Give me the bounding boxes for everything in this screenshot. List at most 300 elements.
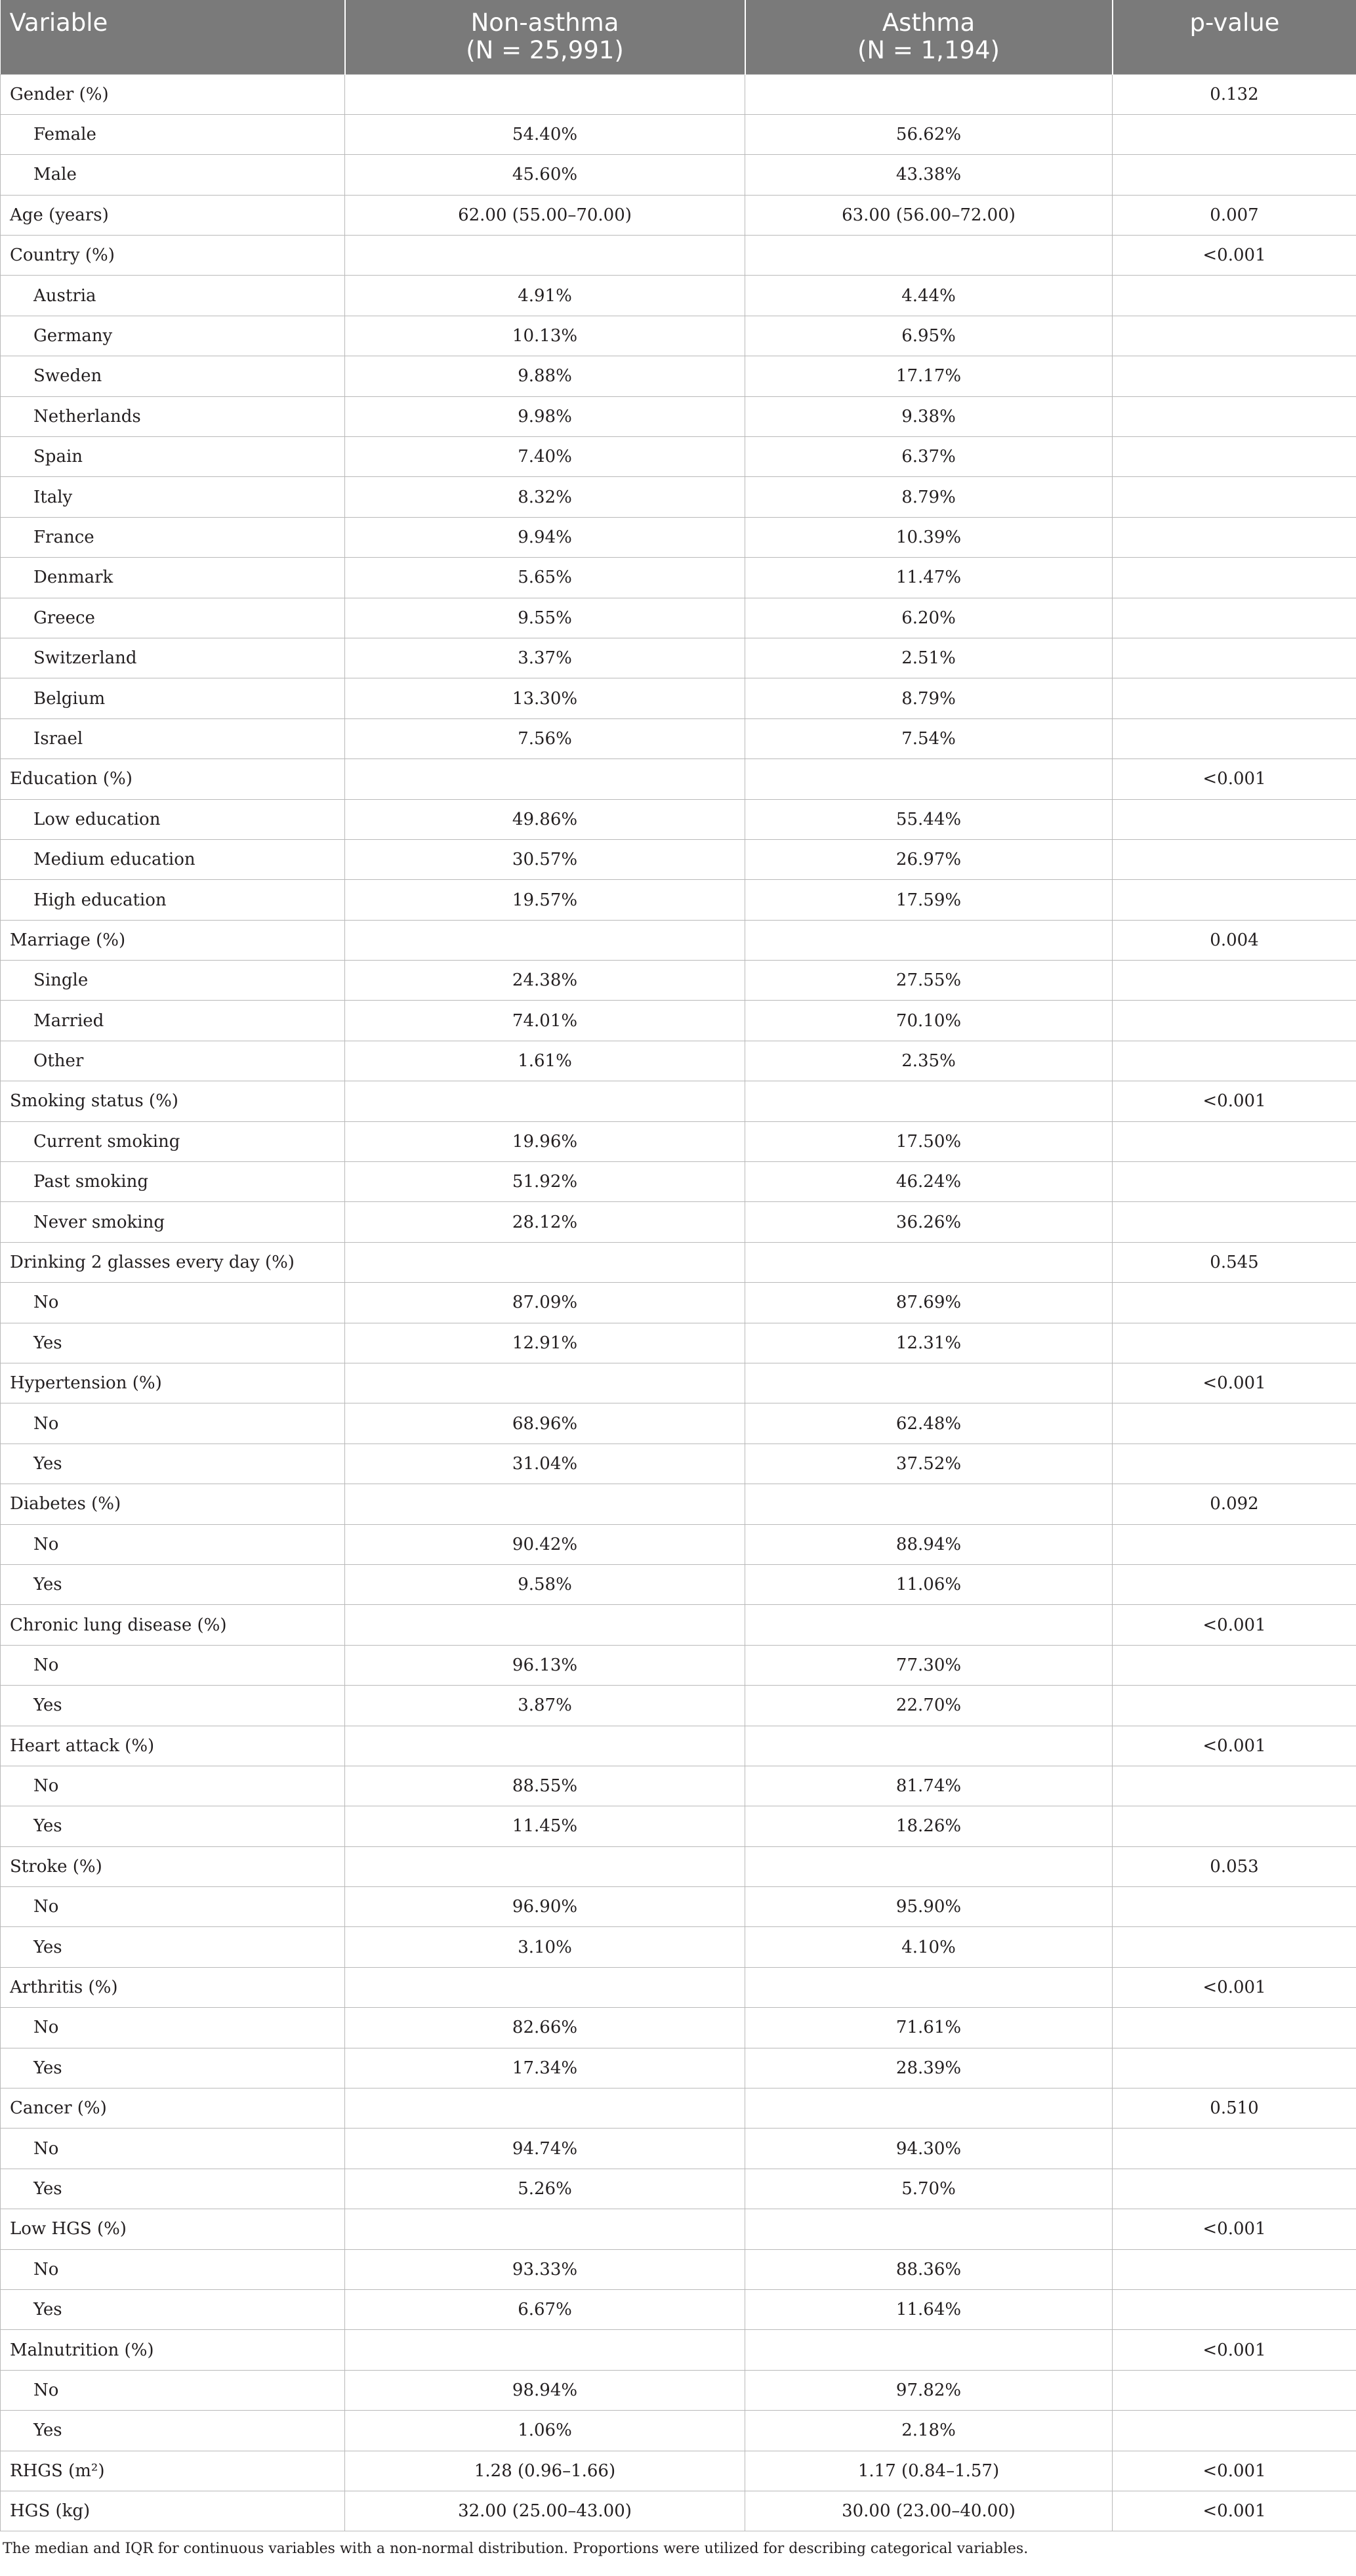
cell-variable: Smoking status (%) xyxy=(1,1081,345,1121)
cell-non-asthma: 1.06% xyxy=(345,2411,745,2451)
table-row xyxy=(1,1726,1356,1766)
cell-asthma xyxy=(745,1242,1113,1282)
cell-p-value xyxy=(1113,356,1356,396)
cell-asthma: 6.95% xyxy=(745,316,1113,356)
cell-asthma xyxy=(745,74,1113,114)
table-row xyxy=(1,2289,1356,2329)
table-row xyxy=(1,718,1356,758)
cell-p-value xyxy=(1113,638,1356,678)
header-asthma-label: Asthma xyxy=(882,9,976,37)
table-row xyxy=(1,2411,1356,2451)
cell-variable: No xyxy=(1,2129,345,2169)
cell-variable: Female xyxy=(1,114,345,154)
cell-variable: No xyxy=(1,1887,345,1927)
cell-p-value xyxy=(1113,2048,1356,2088)
cell-p-value: 0.510 xyxy=(1113,2088,1356,2129)
cell-variable: Age (years) xyxy=(1,195,345,235)
cell-p-value xyxy=(1113,1686,1356,1726)
cell-variable: RHGS (m²) xyxy=(1,2451,345,2491)
table-row xyxy=(1,1202,1356,1242)
cell-non-asthma: 3.10% xyxy=(345,1927,745,1967)
cell-p-value xyxy=(1113,2249,1356,2289)
cell-variable: Drinking 2 glasses every day (%) xyxy=(1,1242,345,1282)
table-row xyxy=(1,598,1356,638)
cell-non-asthma: 9.55% xyxy=(345,598,745,638)
cell-variable: Yes xyxy=(1,2048,345,2088)
cell-non-asthma: 45.60% xyxy=(345,155,745,195)
cell-variable: No xyxy=(1,1645,345,1685)
cell-asthma: 6.20% xyxy=(745,598,1113,638)
cell-p-value xyxy=(1113,1927,1356,1967)
cell-non-asthma: 96.90% xyxy=(345,1887,745,1927)
cell-variable: Gender (%) xyxy=(1,74,345,114)
cell-non-asthma: 9.88% xyxy=(345,356,745,396)
cell-non-asthma: 7.40% xyxy=(345,437,745,477)
cell-non-asthma: 90.42% xyxy=(345,1524,745,1564)
cell-asthma: 55.44% xyxy=(745,799,1113,839)
cell-asthma xyxy=(745,759,1113,799)
cell-asthma xyxy=(745,1605,1113,1645)
cell-asthma: 95.90% xyxy=(745,1887,1113,1927)
cell-asthma xyxy=(745,1726,1113,1766)
cell-p-value xyxy=(1113,517,1356,557)
cell-asthma: 88.94% xyxy=(745,1524,1113,1564)
cell-asthma: 71.61% xyxy=(745,2008,1113,2048)
cell-asthma: 26.97% xyxy=(745,839,1113,879)
cell-non-asthma: 13.30% xyxy=(345,678,745,718)
cell-non-asthma: 30.57% xyxy=(345,839,745,879)
table-row xyxy=(1,1323,1356,1363)
cell-p-value xyxy=(1113,437,1356,477)
cell-non-asthma xyxy=(345,1967,745,2007)
cell-variable: Country (%) xyxy=(1,236,345,276)
cell-p-value xyxy=(1113,316,1356,356)
cell-asthma: 88.36% xyxy=(745,2249,1113,2289)
cell-variable: Diabetes (%) xyxy=(1,1484,345,1524)
cell-variable: Current smoking xyxy=(1,1121,345,1161)
cell-p-value xyxy=(1113,1524,1356,1564)
cell-variable: Denmark xyxy=(1,558,345,598)
cell-variable: Stroke (%) xyxy=(1,1846,345,1886)
cell-variable: High education xyxy=(1,880,345,920)
cell-variable: Sweden xyxy=(1,356,345,396)
cell-variable: Yes xyxy=(1,1323,345,1363)
cell-variable: Heart attack (%) xyxy=(1,1726,345,1766)
cell-non-asthma: 1.28 (0.96–1.66) xyxy=(345,2451,745,2491)
table-row xyxy=(1,1001,1356,1041)
cell-p-value xyxy=(1113,1121,1356,1161)
header-p-value: p-value xyxy=(1113,0,1356,74)
cell-variable: Male xyxy=(1,155,345,195)
cell-variable: Other xyxy=(1,1041,345,1081)
table-row xyxy=(1,2330,1356,2370)
cell-non-asthma: 31.04% xyxy=(345,1444,745,1484)
table-row xyxy=(1,1444,1356,1484)
cell-p-value xyxy=(1113,155,1356,195)
cell-asthma: 63.00 (56.00–72.00) xyxy=(745,195,1113,235)
cell-asthma: 17.59% xyxy=(745,880,1113,920)
cell-asthma: 10.39% xyxy=(745,517,1113,557)
cell-variable: Yes xyxy=(1,1444,345,1484)
header-non-asthma-n: (N = 25,991) xyxy=(466,36,624,64)
cell-variable: Medium education xyxy=(1,839,345,879)
cell-variable: Yes xyxy=(1,1564,345,1604)
cell-asthma: 2.18% xyxy=(745,2411,1113,2451)
cell-asthma: 62.48% xyxy=(745,1403,1113,1444)
cell-non-asthma xyxy=(345,1242,745,1282)
table-row xyxy=(1,799,1356,839)
cell-asthma: 22.70% xyxy=(745,1686,1113,1726)
cell-p-value xyxy=(1113,880,1356,920)
cell-p-value xyxy=(1113,961,1356,1001)
cell-p-value: <0.001 xyxy=(1113,1605,1356,1645)
cell-asthma xyxy=(745,1363,1113,1403)
cell-variable: Switzerland xyxy=(1,638,345,678)
cell-p-value xyxy=(1113,1001,1356,1041)
cell-asthma: 37.52% xyxy=(745,1444,1113,1484)
cell-non-asthma: 11.45% xyxy=(345,1806,745,1846)
cell-asthma: 46.24% xyxy=(745,1162,1113,1202)
cell-variable: France xyxy=(1,517,345,557)
cell-asthma: 12.31% xyxy=(745,1323,1113,1363)
table-row xyxy=(1,396,1356,436)
cell-p-value xyxy=(1113,558,1356,598)
cell-non-asthma xyxy=(345,2209,745,2249)
table-row xyxy=(1,2169,1356,2209)
table-row xyxy=(1,316,1356,356)
cell-p-value xyxy=(1113,678,1356,718)
cell-p-value: <0.001 xyxy=(1113,2209,1356,2249)
cell-variable: No xyxy=(1,2008,345,2048)
table-row xyxy=(1,2088,1356,2129)
cell-asthma: 87.69% xyxy=(745,1283,1113,1323)
cell-asthma: 2.51% xyxy=(745,638,1113,678)
cell-variable: Never smoking xyxy=(1,1202,345,1242)
cell-variable: Yes xyxy=(1,1686,345,1726)
table-row xyxy=(1,759,1356,799)
table-row xyxy=(1,114,1356,154)
cell-asthma: 18.26% xyxy=(745,1806,1113,1846)
cell-non-asthma xyxy=(345,1605,745,1645)
cell-p-value: 0.053 xyxy=(1113,1846,1356,1886)
cell-non-asthma: 49.86% xyxy=(345,799,745,839)
table-row xyxy=(1,1927,1356,1967)
table-row xyxy=(1,1484,1356,1524)
cell-variable: Education (%) xyxy=(1,759,345,799)
cell-variable: No xyxy=(1,2249,345,2289)
cell-variable: Belgium xyxy=(1,678,345,718)
cell-p-value xyxy=(1113,276,1356,316)
cell-asthma xyxy=(745,1081,1113,1121)
table-row xyxy=(1,638,1356,678)
cell-asthma xyxy=(745,920,1113,960)
cell-p-value xyxy=(1113,396,1356,436)
cell-variable: Malnutrition (%) xyxy=(1,2330,345,2370)
cell-asthma: 94.30% xyxy=(745,2129,1113,2169)
cell-p-value: <0.001 xyxy=(1113,759,1356,799)
cell-variable: No xyxy=(1,1403,345,1444)
cell-non-asthma: 93.33% xyxy=(345,2249,745,2289)
cell-asthma: 17.50% xyxy=(745,1121,1113,1161)
cell-variable: Arthritis (%) xyxy=(1,1967,345,2007)
cell-non-asthma: 9.58% xyxy=(345,1564,745,1604)
cell-asthma xyxy=(745,2209,1113,2249)
header-asthma xyxy=(745,0,1113,74)
cell-non-asthma: 68.96% xyxy=(345,1403,745,1444)
table-row xyxy=(1,1524,1356,1564)
table-row xyxy=(1,558,1356,598)
cell-asthma: 11.47% xyxy=(745,558,1113,598)
cell-p-value: 0.545 xyxy=(1113,1242,1356,1282)
cell-p-value xyxy=(1113,2289,1356,2329)
cell-asthma: 56.62% xyxy=(745,114,1113,154)
cell-variable: Austria xyxy=(1,276,345,316)
table-row xyxy=(1,1041,1356,1081)
cell-non-asthma: 88.55% xyxy=(345,1766,745,1806)
cell-p-value: <0.001 xyxy=(1113,2330,1356,2370)
cell-non-asthma: 87.09% xyxy=(345,1283,745,1323)
cell-asthma: 1.17 (0.84–1.57) xyxy=(745,2451,1113,2491)
cell-non-asthma: 9.98% xyxy=(345,396,745,436)
table-row xyxy=(1,74,1356,114)
cell-asthma: 30.00 (23.00–40.00) xyxy=(745,2491,1113,2531)
table-row xyxy=(1,1887,1356,1927)
cell-non-asthma: 7.56% xyxy=(345,718,745,758)
table-row xyxy=(1,1242,1356,1282)
cell-asthma: 17.17% xyxy=(745,356,1113,396)
cell-p-value xyxy=(1113,2370,1356,2410)
cell-asthma: 8.79% xyxy=(745,477,1113,517)
cell-asthma: 9.38% xyxy=(745,396,1113,436)
cell-asthma xyxy=(745,1967,1113,2007)
cell-p-value xyxy=(1113,799,1356,839)
cell-non-asthma: 51.92% xyxy=(345,1162,745,1202)
header-asthma-n: (N = 1,194) xyxy=(857,36,1000,64)
cell-p-value: <0.001 xyxy=(1113,1363,1356,1403)
table-row xyxy=(1,678,1356,718)
cell-variable: Germany xyxy=(1,316,345,356)
cell-variable: Low HGS (%) xyxy=(1,2209,345,2249)
cell-p-value: 0.092 xyxy=(1113,1484,1356,1524)
table-row xyxy=(1,2370,1356,2410)
cell-variable: Greece xyxy=(1,598,345,638)
table-row xyxy=(1,195,1356,235)
cell-p-value xyxy=(1113,477,1356,517)
cell-variable: Yes xyxy=(1,2411,345,2451)
cell-variable: Yes xyxy=(1,1927,345,1967)
table-row xyxy=(1,2129,1356,2169)
table-row xyxy=(1,276,1356,316)
cell-non-asthma xyxy=(345,2088,745,2129)
cell-asthma xyxy=(745,2330,1113,2370)
cell-variable: No xyxy=(1,1766,345,1806)
cell-p-value xyxy=(1113,1806,1356,1846)
cell-non-asthma: 6.67% xyxy=(345,2289,745,2329)
cell-p-value xyxy=(1113,2169,1356,2209)
cell-non-asthma: 96.13% xyxy=(345,1645,745,1685)
cell-variable: Spain xyxy=(1,437,345,477)
table-row xyxy=(1,2451,1356,2491)
cell-asthma: 5.70% xyxy=(745,2169,1113,2209)
cell-non-asthma: 28.12% xyxy=(345,1202,745,1242)
cell-asthma: 4.44% xyxy=(745,276,1113,316)
table-row xyxy=(1,1766,1356,1806)
cell-variable: Past smoking xyxy=(1,1162,345,1202)
cell-non-asthma: 32.00 (25.00–43.00) xyxy=(345,2491,745,2531)
table-row xyxy=(1,437,1356,477)
cell-non-asthma: 3.37% xyxy=(345,638,745,678)
table-row xyxy=(1,961,1356,1001)
cell-p-value xyxy=(1113,1887,1356,1927)
table-row xyxy=(1,1605,1356,1645)
cell-asthma: 97.82% xyxy=(745,2370,1113,2410)
cell-p-value: <0.001 xyxy=(1113,1967,1356,2007)
table-row xyxy=(1,1846,1356,1886)
cell-non-asthma xyxy=(345,1484,745,1524)
cell-non-asthma: 62.00 (55.00–70.00) xyxy=(345,195,745,235)
table-header xyxy=(1,0,1356,74)
cell-p-value xyxy=(1113,2008,1356,2048)
cell-non-asthma: 74.01% xyxy=(345,1001,745,1041)
cell-asthma: 36.26% xyxy=(745,1202,1113,1242)
cell-non-asthma: 19.96% xyxy=(345,1121,745,1161)
cell-p-value xyxy=(1113,1162,1356,1202)
table-row xyxy=(1,1403,1356,1444)
table-row xyxy=(1,839,1356,879)
cell-variable: Married xyxy=(1,1001,345,1041)
cell-asthma: 77.30% xyxy=(745,1645,1113,1685)
cell-non-asthma xyxy=(345,236,745,276)
table-row xyxy=(1,517,1356,557)
table-row xyxy=(1,1121,1356,1161)
cell-asthma: 43.38% xyxy=(745,155,1113,195)
table-row xyxy=(1,2249,1356,2289)
cell-non-asthma xyxy=(345,920,745,960)
cell-p-value: <0.001 xyxy=(1113,2451,1356,2491)
table-row xyxy=(1,1645,1356,1685)
table-row xyxy=(1,920,1356,960)
header-non-asthma-label: Non-asthma xyxy=(470,9,619,37)
table-footnote: The median and IQR for continuous variables with a non-normal distribution. Proportions were utilized for describing categorical variables. xyxy=(3,2541,1029,2557)
cell-non-asthma: 1.61% xyxy=(345,1041,745,1081)
table-row xyxy=(1,1806,1356,1846)
cell-variable: Yes xyxy=(1,1806,345,1846)
cell-non-asthma: 5.65% xyxy=(345,558,745,598)
table-row xyxy=(1,880,1356,920)
cell-p-value xyxy=(1113,1323,1356,1363)
cell-non-asthma: 82.66% xyxy=(345,2008,745,2048)
table-row xyxy=(1,1564,1356,1604)
cell-asthma: 2.35% xyxy=(745,1041,1113,1081)
cell-variable: Marriage (%) xyxy=(1,920,345,960)
table-row xyxy=(1,2008,1356,2048)
cell-p-value xyxy=(1113,1403,1356,1444)
cell-non-asthma: 54.40% xyxy=(345,114,745,154)
cell-non-asthma: 17.34% xyxy=(345,2048,745,2088)
table-body xyxy=(1,74,1356,2531)
cell-variable: Cancer (%) xyxy=(1,2088,345,2129)
cell-p-value xyxy=(1113,1766,1356,1806)
cell-p-value xyxy=(1113,1283,1356,1323)
header-variable: Variable xyxy=(1,0,345,74)
cell-non-asthma xyxy=(345,2330,745,2370)
cell-variable: No xyxy=(1,1283,345,1323)
table-row xyxy=(1,1686,1356,1726)
table-row xyxy=(1,356,1356,396)
cell-variable: Israel xyxy=(1,718,345,758)
cell-non-asthma: 98.94% xyxy=(345,2370,745,2410)
cell-non-asthma xyxy=(345,1081,745,1121)
cell-p-value: 0.004 xyxy=(1113,920,1356,960)
cell-asthma: 6.37% xyxy=(745,437,1113,477)
cell-non-asthma: 19.57% xyxy=(345,880,745,920)
table-row xyxy=(1,1363,1356,1403)
cell-non-asthma: 5.26% xyxy=(345,2169,745,2209)
cell-variable: HGS (kg) xyxy=(1,2491,345,2531)
cell-p-value xyxy=(1113,2411,1356,2451)
cell-p-value xyxy=(1113,1645,1356,1685)
cell-non-asthma: 8.32% xyxy=(345,477,745,517)
cell-asthma: 11.64% xyxy=(745,2289,1113,2329)
cell-non-asthma xyxy=(345,759,745,799)
cell-non-asthma: 9.94% xyxy=(345,517,745,557)
cell-asthma xyxy=(745,236,1113,276)
cell-non-asthma: 3.87% xyxy=(345,1686,745,1726)
cell-asthma: 28.39% xyxy=(745,2048,1113,2088)
cell-asthma: 8.79% xyxy=(745,678,1113,718)
cell-non-asthma: 94.74% xyxy=(345,2129,745,2169)
table-row xyxy=(1,1162,1356,1202)
cell-p-value: 0.132 xyxy=(1113,74,1356,114)
cell-p-value xyxy=(1113,1041,1356,1081)
cell-p-value: <0.001 xyxy=(1113,236,1356,276)
cell-p-value xyxy=(1113,598,1356,638)
table-row xyxy=(1,477,1356,517)
cell-variable: No xyxy=(1,1524,345,1564)
cell-p-value: <0.001 xyxy=(1113,2491,1356,2531)
cell-non-asthma: 4.91% xyxy=(345,276,745,316)
cell-p-value xyxy=(1113,718,1356,758)
cell-variable: No xyxy=(1,2370,345,2410)
cell-non-asthma xyxy=(345,1726,745,1766)
cell-non-asthma: 10.13% xyxy=(345,316,745,356)
header-row xyxy=(1,0,1356,74)
table-row xyxy=(1,1283,1356,1323)
cell-asthma: 11.06% xyxy=(745,1564,1113,1604)
table-row xyxy=(1,2048,1356,2088)
cell-variable: Italy xyxy=(1,477,345,517)
table-row xyxy=(1,2491,1356,2531)
cell-p-value: 0.007 xyxy=(1113,195,1356,235)
cell-p-value: <0.001 xyxy=(1113,1726,1356,1766)
cell-p-value xyxy=(1113,1444,1356,1484)
cell-asthma: 70.10% xyxy=(745,1001,1113,1041)
cell-variable: Hypertension (%) xyxy=(1,1363,345,1403)
table-row xyxy=(1,1081,1356,1121)
cell-non-asthma: 12.91% xyxy=(345,1323,745,1363)
table-row xyxy=(1,2209,1356,2249)
cell-asthma xyxy=(745,1484,1113,1524)
cell-variable: Yes xyxy=(1,2289,345,2329)
cell-asthma xyxy=(745,1846,1113,1886)
cell-asthma: 27.55% xyxy=(745,961,1113,1001)
cell-p-value xyxy=(1113,2129,1356,2169)
cell-variable: Single xyxy=(1,961,345,1001)
cell-variable: Low education xyxy=(1,799,345,839)
cell-non-asthma: 24.38% xyxy=(345,961,745,1001)
table-row xyxy=(1,1967,1356,2007)
cell-non-asthma xyxy=(345,1846,745,1886)
